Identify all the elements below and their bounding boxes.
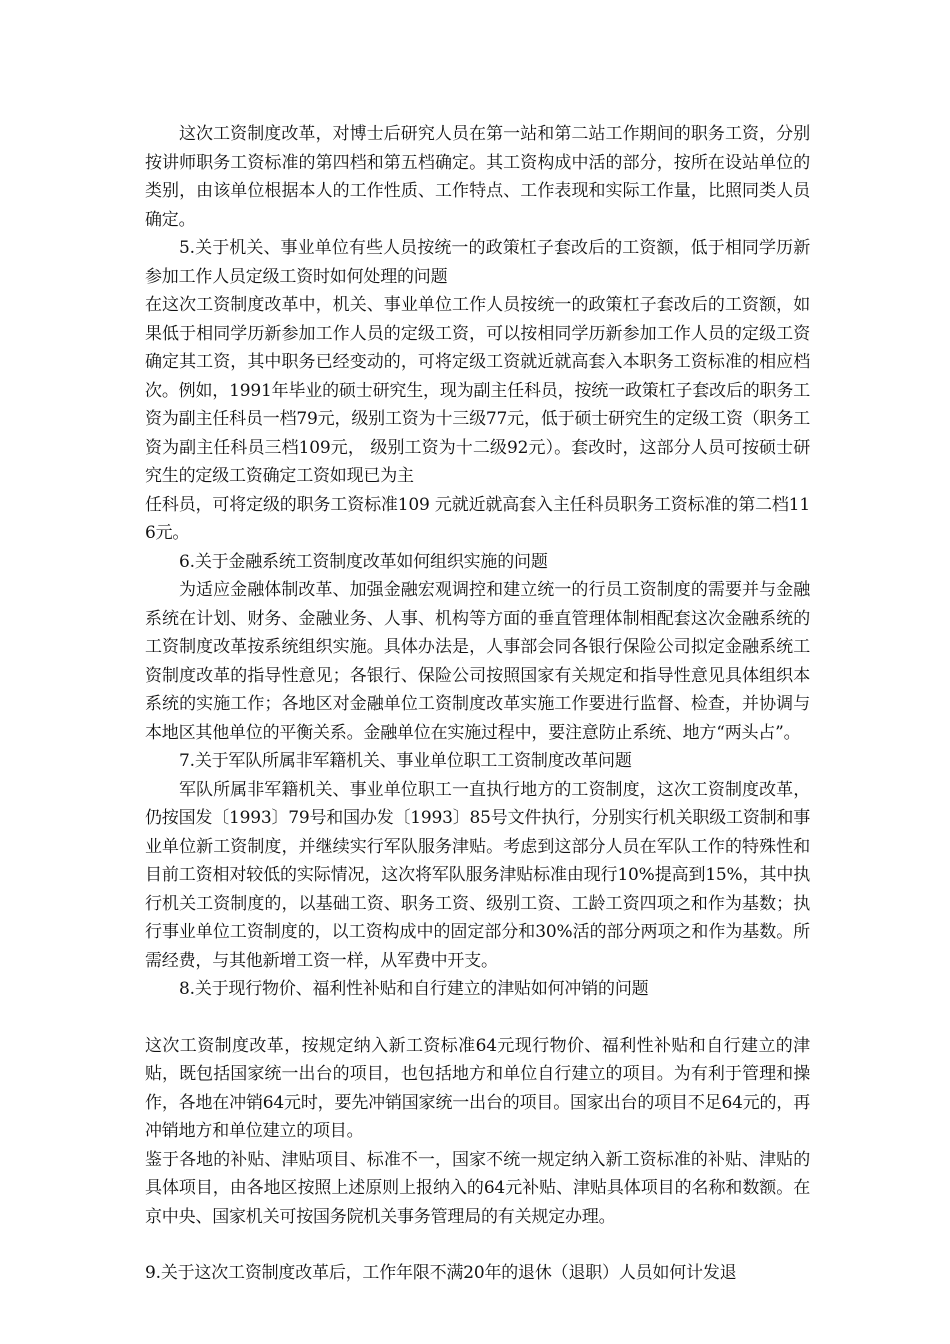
document-body: [145, 120, 810, 1288]
paragraph-spacer: [145, 1231, 810, 1259]
paragraph-section-7-body: 军队所属非军籍机关、事业单位职工一直执行地方的工资制度，这次工资制度改革，仍按国发〔1993〕79号和国办发〔1993〕85号文件执行，分别实行机关职级工资制和事业单位新工资制度，并继续实行军队服务津贴。考虑到这部分人员在军队工作的特殊性和目前工资相对较低的实际情况，这次将军队服务津贴标准由现行10%提高到15%，其中执行机关工资制度的，以基础工资、职务工资、级别工资、工龄工资四项之和作为基数；执行事业单位工资制度的，以工资构成中的固定部分和30%活的部分两项之和作为基数。所需经费，与其他新增工资一样，从军费中开支。: [145, 779, 810, 971]
paragraph-spacer: [145, 1004, 810, 1032]
paragraph-section-5-continuation: 任科员，可将定级的职务工资标准109 元就近就高套入主任科员职务工资标准的第二档116元。: [145, 494, 810, 543]
section-heading-9: 9.关于这次工资制度改革后，工作年限不满20年的退休（退职）人员如何计发退: [145, 1263, 737, 1283]
section-heading-6: 6.关于金融系统工资制度改革如何组织实施的问题: [179, 551, 548, 572]
paragraph-section-8-body: 这次工资制度改革，按规定纳入新工资标准64元现行物价、福利性补贴和自行建立的津贴，既包括国家统一出台的项目，也包括地方和单位自行建立的项目。为有利于管理和操作，各地在冲销64元时，要先冲销国家统一出台的项目。国家出台的项目不足64元的，再冲销地方和单位建立的项目。: [145, 1035, 810, 1141]
section-heading-7: 7.关于军队所属非军籍机关、事业单位职工工资制度改革问题: [179, 751, 632, 771]
section-heading-5: 5.关于机关、事业单位有些人员按统一的政策杠子套改后的工资额，低于相同学历新参加工作人员定级工资时如何处理的问题: [145, 238, 810, 287]
paragraph-postdoc-salary: 这次工资制度改革，对博士后研究人员在第一站和第二站工作期间的职务工资，分别按讲师职务工资标准的第四档和第五档确定。其工资构成中活的部分，按所在设站单位的类别，由该单位根据本人的工作性质、工作特点、工作表现和实际工作量，比照同类人员确定。: [145, 124, 810, 230]
paragraph-section-5-body: 在这次工资制度改革中，机关、事业单位工作人员按统一的政策杠子套改后的工资额，如果低于相同学历新参加工作人员的定级工资，可以按相同学历新参加工作人员的定级工资确定其工资，其中职务已经变动的，可将定级工资就近就高套入本职务工资标准的相应档次。例如，1991年毕业的硕士研究生，现为副主任科员，按统一政策杠子套改后的职务工资为副主任科员一档79元，级别工资为十三级77元，低于硕士研究生的定级工资（职务工资为副主任科员三档109元， 级别工资为十二级92元）。套改时，这部分人员可按硕士研究生的定级工资确定工资如现已为主: [145, 295, 810, 486]
paragraph-section-8-items: 鉴于各地的补贴、津贴项目、标准不一，国家不统一规定纳入新工资标准的补贴、津贴的具体项目，由各地区按照上述原则上报纳入的64元补贴、津贴具体项目的名称和数额。在京中央、国家机关可按国务院机关事务管理局的有关规定办理。: [145, 1149, 810, 1227]
paragraph-section-6-body: 为适应金融体制改革、加强金融宏观调控和建立统一的行员工资制度的需要并与金融系统在计划、财务、金融业务、人事、机构等方面的垂直管理体制相配套这次金融系统的工资制度改革按系统组织实施。具体办法是，人事部会同各银行保险公司拟定金融系统工资制度改革的指导性意见；各银行、保险公司按照国家有关规定和指导性意见具体组织本系统的实施工作；各地区对金融单位工资制度改革实施工作要进行监督、检查，并协调与本地区其他单位的平衡关系。金融单位在实施过程中，要注意防止系统、地方“两头占”。: [145, 580, 810, 743]
section-heading-8: 8.关于现行物价、福利性补贴和自行建立的津贴如何冲销的问题: [179, 979, 649, 999]
